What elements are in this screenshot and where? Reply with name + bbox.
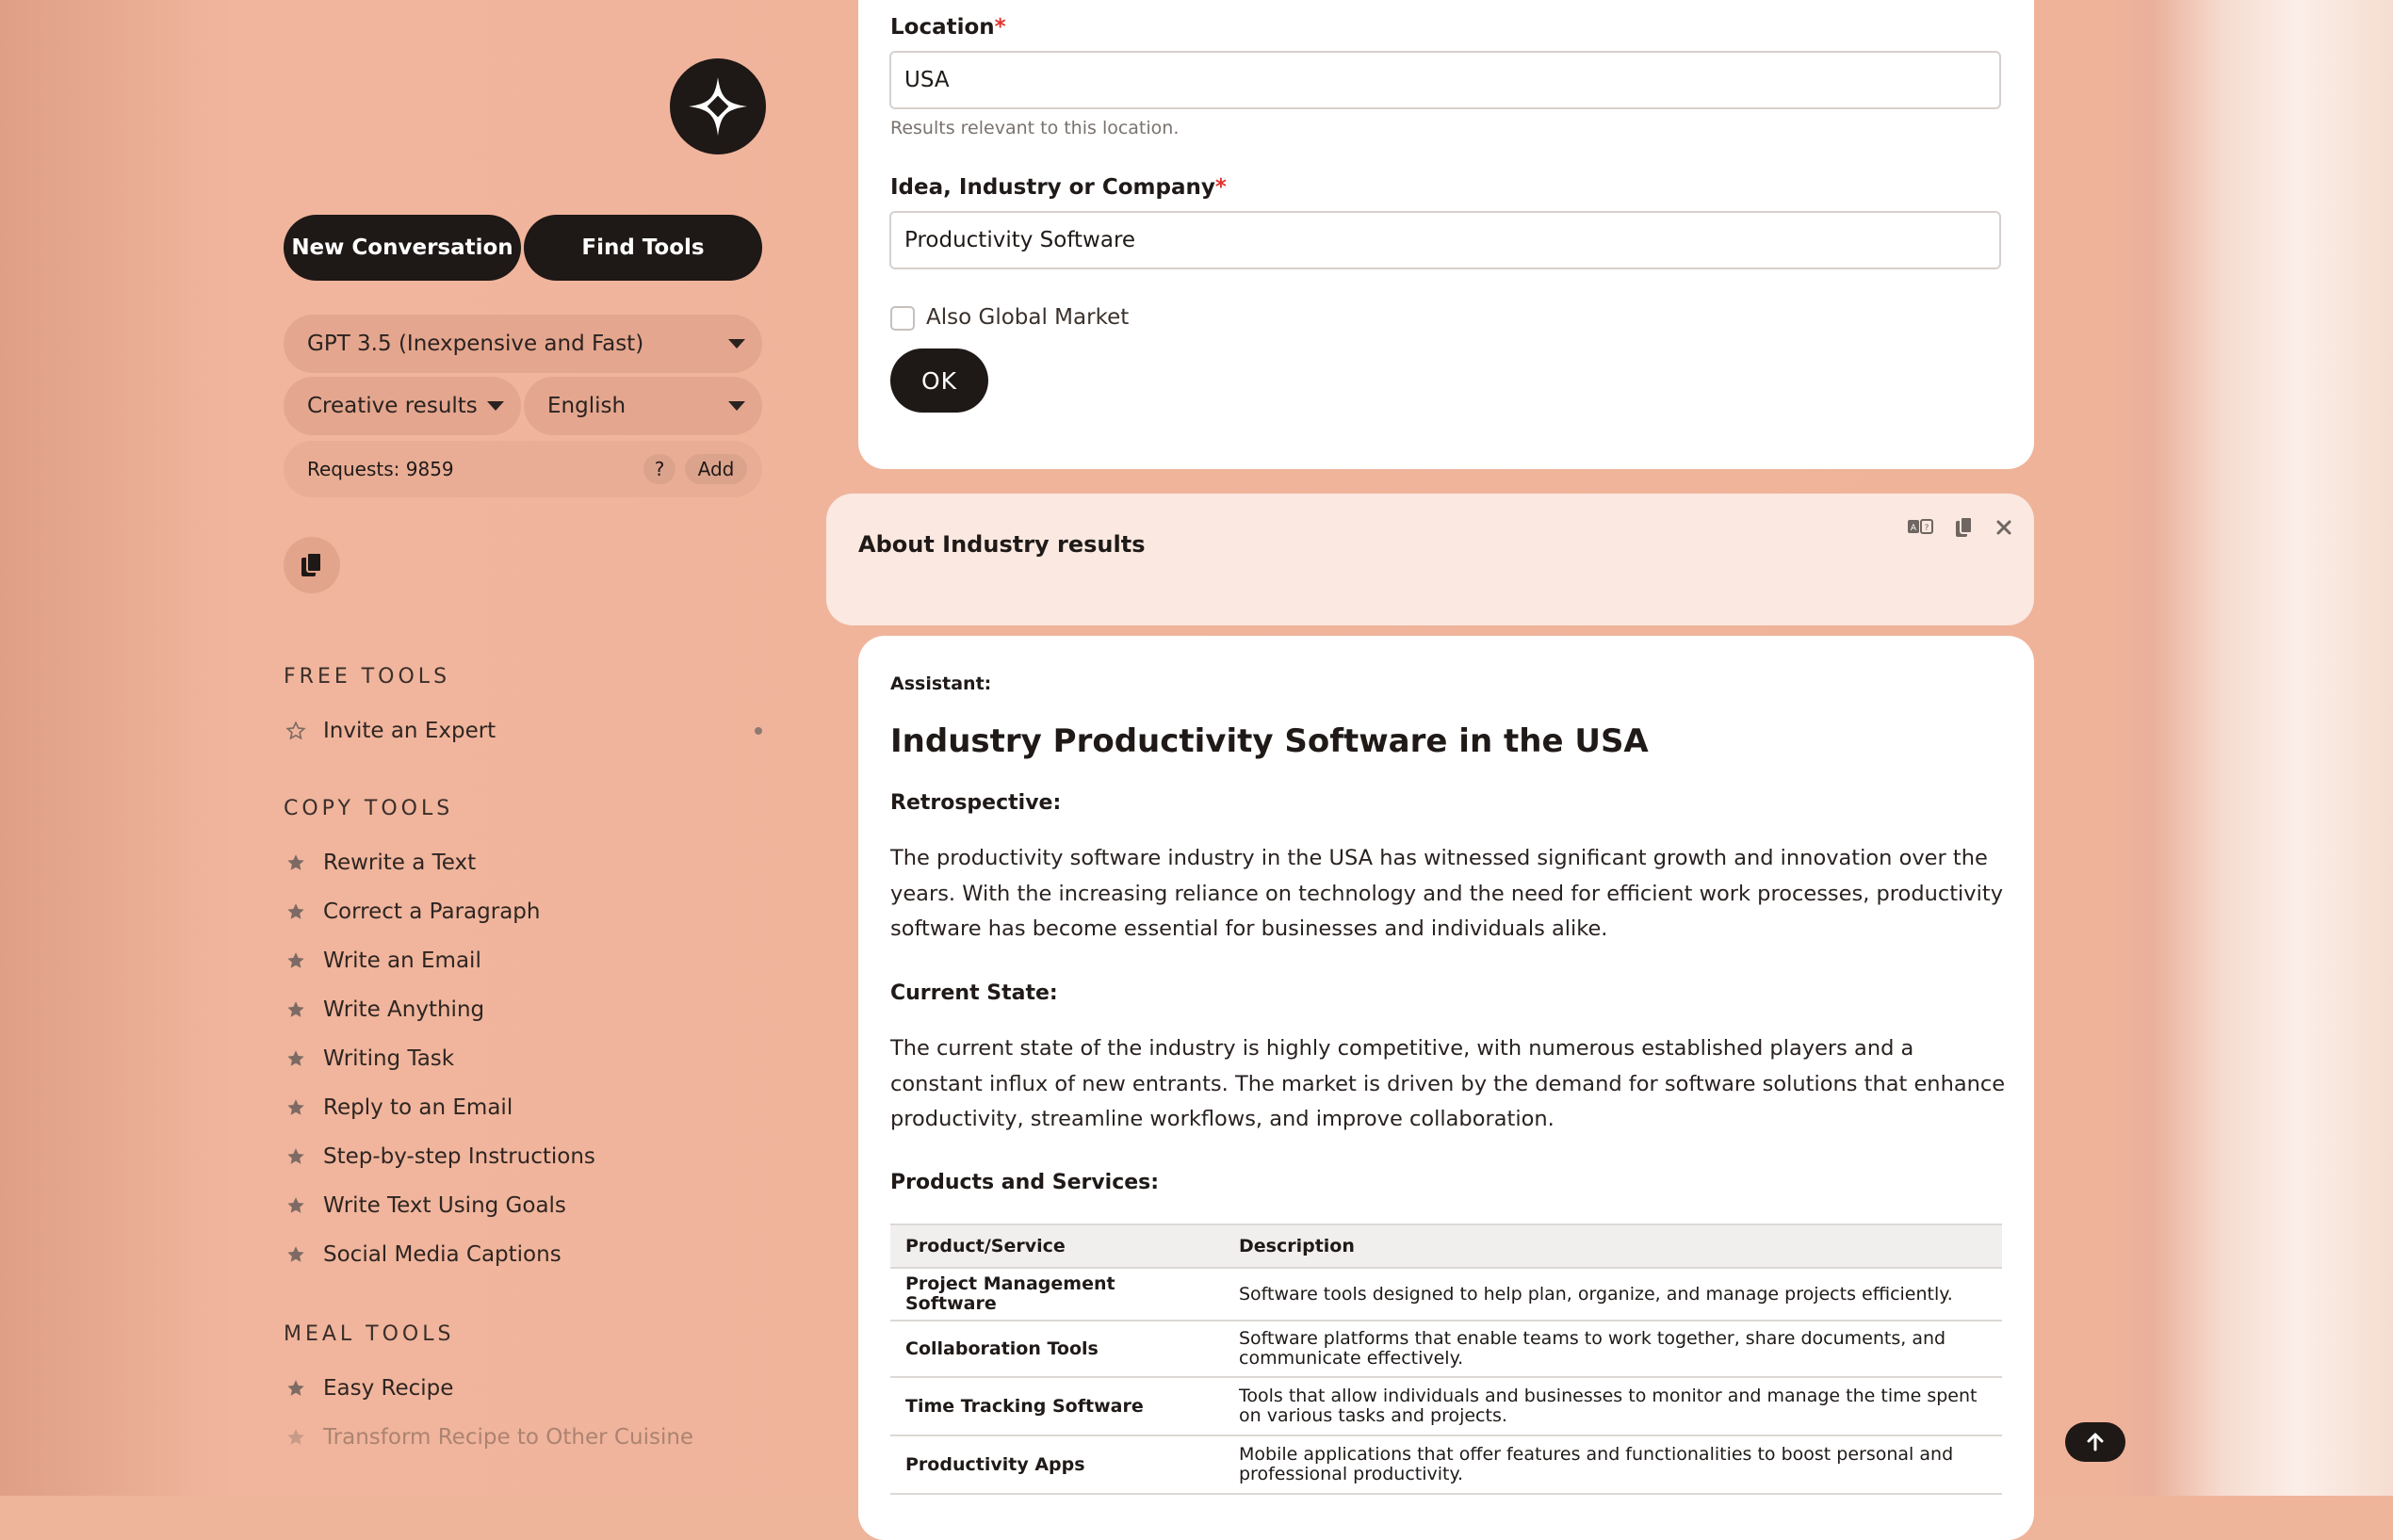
tool-label: Transform Recipe to Other Cuisine bbox=[323, 1425, 694, 1450]
table-cell: Software platforms that enable teams to work together, share documents, and communicate effectively. bbox=[1224, 1321, 2002, 1377]
about-title: About Industry results bbox=[858, 531, 1146, 558]
current-state-text: The current state of the industry is highly competitive, with numerous established players and a constant influx of new entrants. The market is driven by the demand for software solutions that enhance productivity, streamline workflows, and improve collaboration. bbox=[890, 1036, 2006, 1131]
result-title: Industry Productivity Software in the USA bbox=[890, 722, 1649, 760]
tool-easy-recipe[interactable] bbox=[284, 1371, 453, 1405]
language-select[interactable] bbox=[524, 377, 762, 435]
tool-item[interactable] bbox=[284, 944, 481, 978]
result-card bbox=[858, 636, 2034, 1540]
retrospective-heading: Retrospective: bbox=[890, 791, 1062, 815]
required-mark: * bbox=[1214, 175, 1227, 200]
tool-item[interactable] bbox=[284, 993, 484, 1027]
find-tools-button[interactable]: Find Tools bbox=[524, 215, 762, 281]
star-icon[interactable] bbox=[284, 1095, 308, 1120]
tool-transform-recipe[interactable] bbox=[284, 1420, 693, 1454]
svg-text:?: ? bbox=[1924, 524, 1929, 533]
tool-label: Invite an Expert bbox=[323, 719, 497, 743]
close-icon[interactable] bbox=[1991, 514, 2017, 541]
idea-label bbox=[890, 175, 1227, 200]
chevron-down-icon bbox=[728, 339, 745, 349]
location-label bbox=[890, 15, 1006, 40]
scroll-to-top-button[interactable] bbox=[2065, 1422, 2125, 1462]
location-label-text: Location bbox=[890, 15, 995, 40]
tool-label: Write Anything bbox=[323, 997, 485, 1022]
arrow-up-icon bbox=[2085, 1432, 2106, 1452]
star-icon[interactable] bbox=[284, 900, 308, 924]
star-icon[interactable] bbox=[284, 1425, 308, 1450]
idea-input[interactable] bbox=[889, 211, 2001, 269]
tool-item[interactable] bbox=[284, 1140, 595, 1174]
products-table bbox=[890, 1224, 2002, 1495]
tool-item[interactable] bbox=[284, 895, 540, 929]
section-title-meal-tools: MEAL TOOLS bbox=[284, 1322, 455, 1346]
star-icon[interactable] bbox=[284, 997, 308, 1022]
products-heading: Products and Services: bbox=[890, 1171, 1160, 1194]
star-icon[interactable] bbox=[284, 851, 308, 875]
required-mark: * bbox=[994, 15, 1006, 40]
star-icon[interactable] bbox=[284, 1046, 308, 1071]
help-button[interactable]: ? bbox=[643, 454, 676, 484]
model-select-value: GPT 3.5 (Inexpensive and Fast) bbox=[307, 332, 644, 356]
tool-form-card bbox=[858, 0, 2034, 469]
retrospective-text: The productivity software industry in the USA has witnessed significant growth and innovation over the years. With the increasing reliance on technology and the need for efficient work processes, productivity software has become essential for businesses and individuals alike. bbox=[890, 846, 2004, 941]
table-cell: Project Management Software bbox=[890, 1268, 1224, 1321]
chevron-down-icon bbox=[487, 401, 504, 411]
table-row bbox=[890, 1268, 2002, 1321]
tool-invite-an-expert[interactable] bbox=[284, 714, 762, 748]
tool-label: Write Text Using Goals bbox=[323, 1193, 566, 1218]
star-icon[interactable] bbox=[284, 1242, 308, 1267]
idea-label-text: Idea, Industry or Company bbox=[890, 175, 1215, 200]
table-header: Description bbox=[1224, 1224, 2002, 1268]
copy-icon[interactable] bbox=[1951, 514, 1978, 541]
location-input[interactable] bbox=[889, 51, 2001, 109]
current-state-heading: Current State: bbox=[890, 981, 1058, 1005]
star-outline-icon[interactable] bbox=[284, 719, 308, 743]
sidebar bbox=[284, 0, 762, 1496]
tool-label: Correct a Paragraph bbox=[323, 900, 541, 924]
requests-count: Requests: 9859 bbox=[307, 458, 454, 480]
star-icon[interactable] bbox=[284, 948, 308, 973]
section-title-free-tools: FREE TOOLS bbox=[284, 665, 451, 689]
star-icon[interactable] bbox=[284, 1193, 308, 1218]
new-conversation-button[interactable]: New Conversation bbox=[284, 215, 521, 281]
add-requests-button[interactable]: Add bbox=[685, 454, 747, 484]
global-market-label[interactable]: Also Global Market bbox=[926, 305, 1130, 330]
table-cell: Mobile applications that offer features and functionalities to boost personal and professional productivity. bbox=[1224, 1435, 2002, 1494]
global-market-checkbox[interactable] bbox=[890, 306, 915, 331]
star-icon[interactable] bbox=[284, 1144, 308, 1169]
location-hint: Results relevant to this location. bbox=[890, 118, 1180, 138]
translate-icon[interactable] bbox=[1907, 514, 1933, 541]
section-title-copy-tools: COPY TOOLS bbox=[284, 797, 454, 820]
star-icon[interactable] bbox=[284, 1376, 308, 1401]
copy-icon bbox=[300, 552, 324, 578]
chevron-down-icon bbox=[728, 401, 745, 411]
tool-label: Easy Recipe bbox=[323, 1376, 454, 1401]
status-dot bbox=[755, 727, 762, 735]
tool-label: Social Media Captions bbox=[323, 1242, 562, 1267]
ok-button[interactable]: OK bbox=[890, 349, 988, 413]
sidebar-shadow bbox=[0, 0, 243, 1496]
table-cell: Collaboration Tools bbox=[890, 1321, 1224, 1377]
table-cell: Productivity Apps bbox=[890, 1435, 1224, 1494]
svg-text:A: A bbox=[1910, 524, 1917, 533]
model-select[interactable] bbox=[284, 315, 762, 373]
table-row bbox=[890, 1321, 2002, 1377]
table-cell: Tools that allow individuals and businesses to monitor and manage the time spent on various tasks and projects. bbox=[1224, 1377, 2002, 1435]
table-header: Product/Service bbox=[890, 1224, 1224, 1268]
tool-item[interactable] bbox=[284, 1042, 454, 1076]
tool-item[interactable] bbox=[284, 846, 476, 880]
tool-item[interactable] bbox=[284, 1238, 562, 1272]
tool-label: Write an Email bbox=[323, 948, 481, 973]
copy-conversation-button[interactable] bbox=[284, 537, 340, 593]
tool-label: Step-by-step Instructions bbox=[323, 1144, 595, 1169]
table-cell: Software tools designed to help plan, organize, and manage projects efficiently. bbox=[1224, 1268, 2002, 1321]
language-select-value: English bbox=[547, 394, 627, 418]
tool-label: Reply to an Email bbox=[323, 1095, 513, 1120]
table-row bbox=[890, 1435, 2002, 1494]
logo-icon[interactable] bbox=[670, 58, 766, 154]
table-cell: Time Tracking Software bbox=[890, 1377, 1224, 1435]
tool-item[interactable] bbox=[284, 1189, 566, 1223]
tool-label: Rewrite a Text bbox=[323, 851, 477, 875]
about-results-card bbox=[826, 494, 2034, 625]
table-header-row bbox=[890, 1224, 2002, 1268]
mode-select-value: Creative results bbox=[307, 394, 478, 418]
assistant-label: Assistant: bbox=[890, 673, 992, 694]
requests-bar bbox=[284, 441, 762, 497]
mode-select[interactable] bbox=[284, 377, 521, 435]
tool-label: Writing Task bbox=[323, 1046, 455, 1071]
tool-item[interactable] bbox=[284, 1091, 513, 1125]
table-row bbox=[890, 1377, 2002, 1435]
